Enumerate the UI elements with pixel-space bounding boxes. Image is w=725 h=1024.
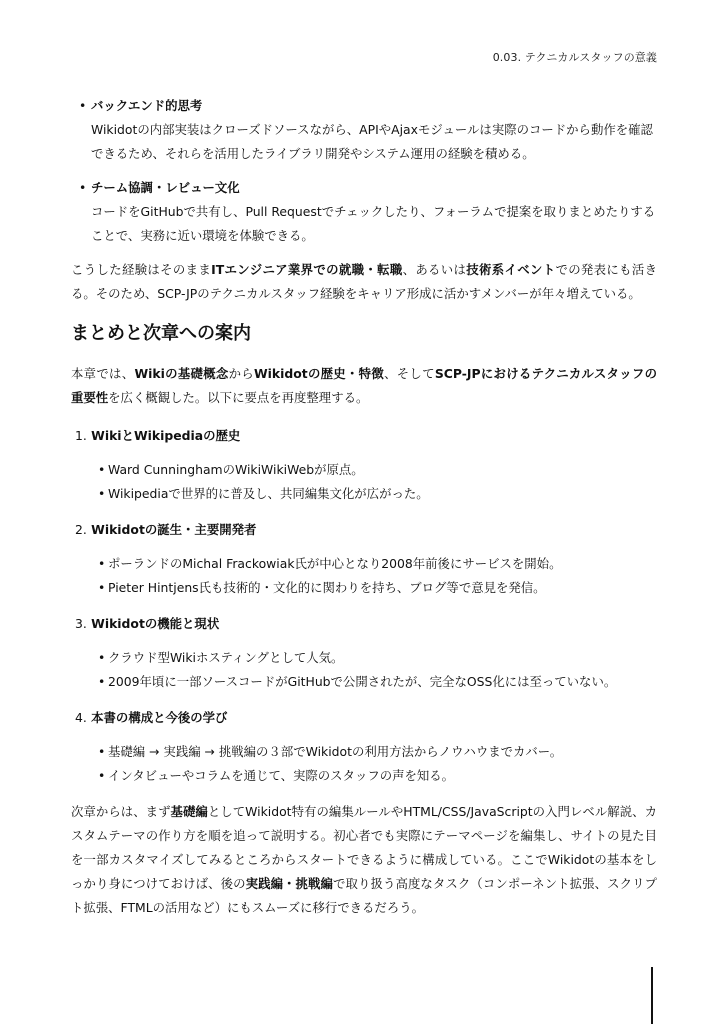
text-run: 、そして [384,366,435,381]
list-item-text: Ward CunninghamのWikiWikiWebが原点。 [108,462,364,477]
list-item-text: ポーランドのMichal Frackowiak氏が中心となり2008年前後にサービスを開始。 [108,556,562,571]
summary-item-3 [71,612,657,694]
section-heading: まとめと次章への案内 [71,323,251,344]
list-item-text: 基礎編 → 実践編 → 挑戦編の３部でWikidotの利用方法からノウハウまでカバー。 [108,744,563,759]
bullet-backend-thinking [79,94,657,166]
summary-item-1 [71,424,657,506]
summary-sublist [98,646,657,694]
page-edge-rule [651,967,653,1024]
emphasis: SCP-JPにおけるテクニカルスタッフの重要性 [71,366,658,405]
item-title-text: WikiとWikipediaの歴史 [91,428,241,443]
bullet-dot-icon: • [98,744,106,759]
text-run: 、あるいは [402,262,467,277]
list-item [98,646,657,670]
summary-item-4 [71,706,657,788]
text-run: で取り扱う高度なタスク（コンポーネント拡張、スクリプト拡張、FTMLの活用など）にもスムーズに移行できるだろう。 [71,876,657,915]
list-item-text: Pieter Hintjens氏も技術的・文化的に関わりを持ち、ブログ等で意見を発信。 [108,580,546,595]
text-run: としてWikidot特有の編集ルールやHTML/CSS/JavaScriptの入門レベル解説、カスタムテーマの作り方を順を追って説明する。初心者でも実際にテーマページを編集し、サイトの見た目を一部カスタマイズしてみるところからスタートできるように構成している。ここでWikidotの基本をしっかり身につけておけば、後の [71,804,658,891]
list-item [98,552,657,576]
summary-intro [71,362,657,410]
list-item [98,576,657,600]
item-number: 4. [75,710,87,725]
bullet-team-review [79,176,657,248]
bullet-dot-icon: • [98,462,106,477]
item-number: 2. [75,522,87,537]
bullet-body: Wikidotの内部実装はクローズドソースながら、APIやAjaxモジュールは実際のコードから動作を確認できるため、それらを活用したライブラリ開発やシステム運用の経験を積める。 [91,122,653,161]
item-number: 3. [75,616,87,631]
bullet-dot-icon: • [98,768,106,783]
summary-sublist [98,740,657,788]
emphasis-basic-part: 基礎編 [170,804,208,819]
career-paragraph [71,258,657,306]
summary-item-title [75,518,657,542]
bullet-title: チーム協調・レビュー文化 [91,180,240,195]
bullet-dot-icon: • [98,580,106,595]
text-run: での発表にも活きる。そのため、SCP-JPのテクニカルスタッフ経験をキャリア形成に活かすメンバーが年々増えている。 [71,262,658,301]
list-item [98,764,657,788]
text-run: を広く概観した。以下に要点を再度整理する。 [108,390,369,405]
bullet-dot-icon: • [98,486,106,501]
summary-item-title [75,612,657,636]
bullet-dot-icon: • [79,98,87,113]
list-item-text: 2009年頃に一部ソースコードがGitHubで公開されたが、完全なOSS化には至っていない。 [108,674,617,689]
list-item-text: インタビューやコラムを通じて、実際のスタッフの声を知る。 [108,768,455,783]
bullet-body: コードをGitHubで共有し、Pull Requestでチェックしたり、フォーラムで提案を取りまとめたりすることで、実務に近い環境を体験できる。 [91,204,656,243]
item-number: 1. [75,428,87,443]
emphasis-advanced-parts: 実践編・挑戦編 [245,876,334,891]
item-title-text: Wikidotの誕生・主要開発者 [91,522,257,537]
summary-sublist [98,552,657,600]
list-item [98,482,657,506]
emphasis-events: 技術系イベント [466,262,556,277]
next-chapter-paragraph [71,800,657,920]
text-run: 本章では、 [71,366,135,381]
bullet-title: バックエンド的思考 [91,98,203,113]
emphasis-career: ITエンジニア業界での就職・転職 [211,262,403,277]
list-item [98,670,657,694]
bullet-dot-icon: • [98,650,106,665]
bullet-dot-icon: • [98,674,106,689]
text-run: 次章からは、まず [71,804,171,819]
summary-item-title [75,424,657,448]
bullet-dot-icon: • [98,556,106,571]
list-item-text: クラウド型Wikiホスティングとして人気。 [108,650,344,665]
list-item [98,740,657,764]
text-run: から [228,366,254,381]
list-item [98,458,657,482]
bullet-dot-icon: • [79,180,87,195]
item-title-text: Wikidotの機能と現状 [91,616,220,631]
running-header: 0.03. テクニカルスタッフの意義 [492,51,657,64]
list-item-text: Wikipediaで世界的に普及し、共同編集文化が広がった。 [108,486,429,501]
emphasis: Wikiの基礎概念 [134,366,229,381]
page-content [71,94,657,934]
item-title-text: 本書の構成と今後の学び [91,710,228,725]
summary-item-2 [71,518,657,600]
text-run: こうした経験はそのまま [71,262,212,277]
summary-item-title [75,706,657,730]
summary-sublist [98,458,657,506]
emphasis: Wikidotの歴史・特徴 [253,366,385,381]
